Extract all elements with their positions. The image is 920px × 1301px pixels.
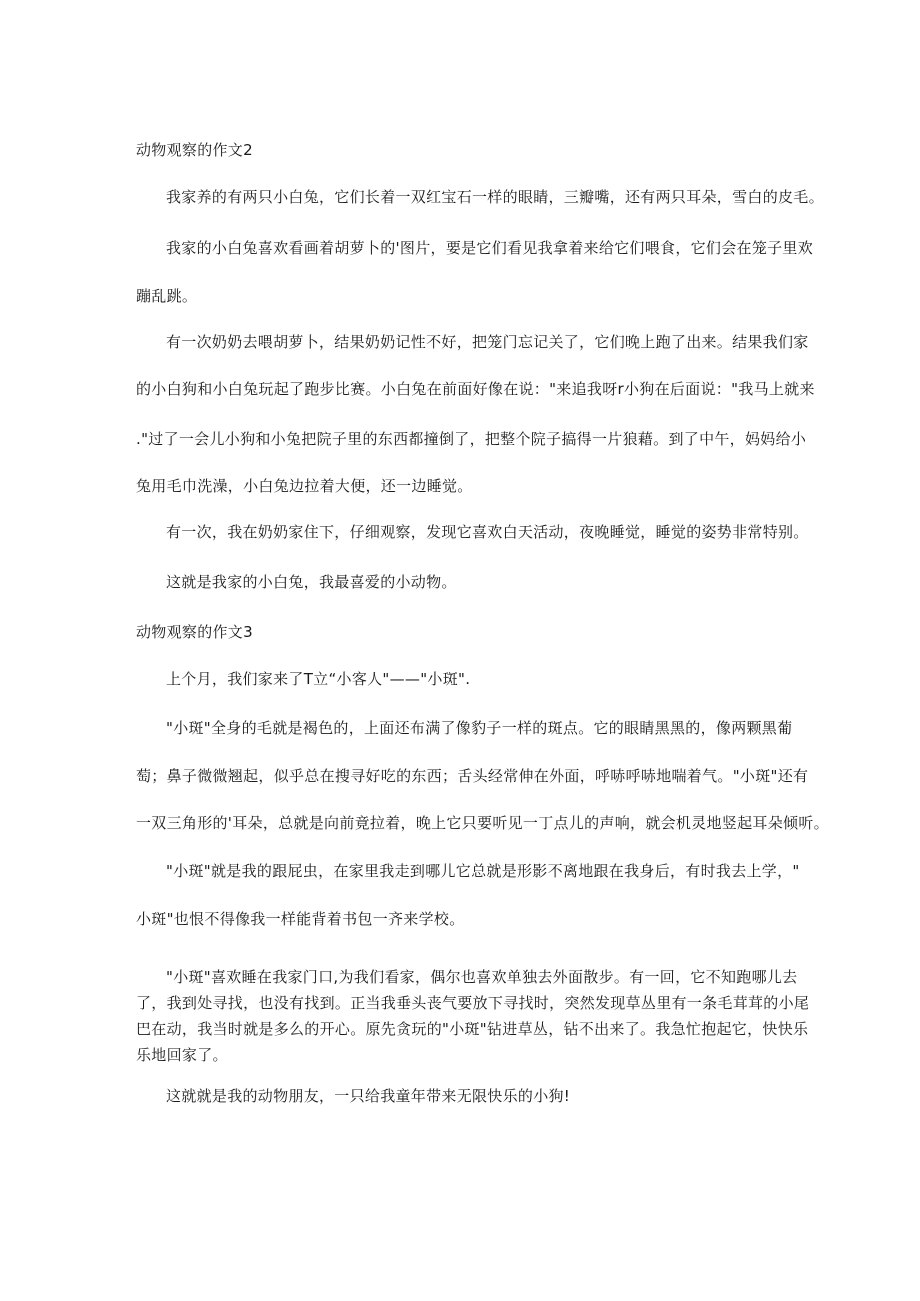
essay-3-title: 动物观察的作文3 bbox=[136, 623, 253, 641]
essay-3-paragraph-1: 上个月，我们家来了T立“小客人"——"小斑". bbox=[166, 670, 471, 688]
essay-3-paragraph-3-line-2: 小斑"也恨不得像我一样能背着书包一齐来学校。 bbox=[136, 910, 465, 928]
essay-3-paragraph-4-line-2: 了，我到处寻找，也没有找到。正当我垂头丧气要放下寻找时，突然发现草丛里有一条毛茸茸的小尾 bbox=[136, 994, 810, 1012]
essay-2-paragraph-1: 我家养的有两只小白兔，它们长着一双红宝石一样的眼睛，三瓣嘴，还有两只耳朵，雪白的皮毛。 bbox=[166, 188, 824, 206]
essay-3-paragraph-4-line-4: 乐地回家了。 bbox=[136, 1046, 228, 1064]
essay-2-title: 动物观察的作文2 bbox=[136, 141, 253, 159]
essay-3-paragraph-2-line-3: 一双三角形的'耳朵，总就是向前竟拉着，晚上它只要听见一丁点儿的声响，就会机灵地竖起耳朵倾听。 bbox=[136, 814, 829, 832]
essay-2-paragraph-3-line-1: 有一次奶奶去喂胡萝卜，结果奶奶记性不好，把笼门忘记关了，它们晚上跑了出来。结果我们家 bbox=[166, 333, 809, 351]
essay-2-paragraph-3-line-2: 的小白狗和小白兔玩起了跑步比赛。小白兔在前面好像在说："来追我呀r小狗在后面说："我马上就来 bbox=[136, 380, 815, 398]
essay-2-paragraph-2-line-1: 我家的小白兔喜欢看画着胡萝卜的'图片，要是它们看见我拿着来给它们喂食，它们会在笼子里欢 bbox=[166, 239, 814, 257]
essay-2-paragraph-4: 有一次，我在奶奶家住下，仔细观察，发现它喜欢白天活动，夜晚睡觉，睡觉的姿势非常特别。 bbox=[166, 523, 809, 541]
essay-3-paragraph-2-line-2: 萄；鼻子微微翘起，似乎总在搜寻好吃的东西；舌头经常伸在外面，呼哧呼哧地喘着气。"小斑"还有 bbox=[136, 767, 809, 785]
essay-2-paragraph-2-line-2: 蹦乱跳。 bbox=[136, 287, 198, 305]
essay-2-paragraph-3-line-3: ."过了一会儿小狗和小兔把院子里的东西都撞倒了，把整个院子搞得一片狼藉。到了中午，妈妈给小 bbox=[136, 430, 807, 448]
essay-3-paragraph-3-line-1: "小斑"就是我的跟屁虫，在家里我走到哪儿它总就是形影不离地跟在我身后，有时我去上学，" bbox=[166, 862, 800, 880]
essay-2-paragraph-5: 这就是我家的小白兔，我最喜爱的小动物。 bbox=[166, 573, 457, 591]
essay-3-paragraph-5: 这就就是我的动物朋友，一只给我童年带来无限快乐的小狗! bbox=[166, 1087, 571, 1105]
essay-3-paragraph-4-line-3: 巴在动，我当时就是多么的开心。原先贪玩的"小斑"钻进草丛，钻不出来了。我急忙抱起它，快快乐 bbox=[136, 1020, 809, 1038]
essay-2-paragraph-3-line-4: 兔用毛巾洗澡，小白兔边拉着大便，还一边睡觉。 bbox=[136, 477, 473, 495]
essay-3-paragraph-4-line-1: "小斑"喜欢睡在我家门口,为我们看家，偶尔也喜欢单独去外面散步。有一回，它不知跑哪儿去 bbox=[166, 968, 798, 986]
essay-3-paragraph-2-line-1: "小斑"全身的毛就是褐色的，上面还布满了像豹子一样的斑点。它的眼睛黑黑的，像两颗黑葡 bbox=[166, 719, 793, 737]
